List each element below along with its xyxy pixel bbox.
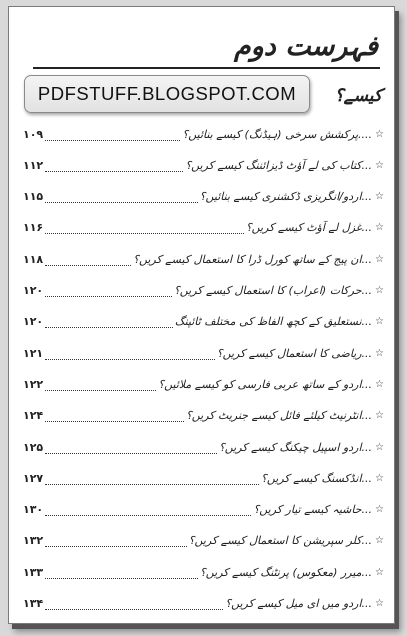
star-icon: ☆ bbox=[375, 128, 384, 140]
star-icon: ☆ bbox=[375, 191, 384, 203]
toc-entry-title: ...کتاب کی لے آؤٹ ڈیزائننگ کیسے کریں؟ bbox=[185, 158, 373, 172]
toc-entry[interactable] bbox=[23, 154, 384, 176]
toc-entry-page-number: ۱۳۳ bbox=[23, 565, 44, 579]
dotted-leader bbox=[45, 159, 183, 172]
toc-entry-page-number: ۱۱۲ bbox=[23, 158, 44, 172]
toc-entry-page-number: ۱۲۴ bbox=[23, 409, 44, 423]
star-icon: ☆ bbox=[375, 285, 384, 296]
dotted-leader bbox=[45, 441, 217, 454]
toc-entry-title: ...حاشیہ کیسے تیار کریں؟ bbox=[253, 503, 373, 517]
dotted-leader bbox=[45, 597, 223, 610]
toc-entry[interactable] bbox=[23, 499, 384, 521]
toc-entry[interactable] bbox=[23, 217, 384, 239]
toc-entry-title: ...غزل لے آؤٹ کیسے کریں؟ bbox=[245, 221, 373, 235]
dotted-leader bbox=[45, 534, 187, 547]
star-icon: ☆ bbox=[375, 441, 384, 453]
page-title: فہرست دوم bbox=[234, 31, 378, 62]
dotted-leader bbox=[45, 472, 259, 485]
star-icon: ☆ bbox=[375, 222, 384, 234]
dotted-leader bbox=[45, 253, 131, 266]
title-underline bbox=[33, 67, 380, 69]
toc-entry-page-number: ۱۲۵ bbox=[23, 440, 44, 454]
toc-entry-title: ...میرر (معکوس) پرنٹنگ کیسے کریں؟ bbox=[199, 565, 373, 579]
toc-entry-title: ...ان پیج کے ساتھ کورل ڈرا کا استعمال کیسے کریں؟ bbox=[133, 252, 373, 266]
toc-entry-title: ...انٹرنیٹ کیلئے فائل کیسے جنریٹ کریں؟ bbox=[185, 409, 373, 423]
dotted-leader bbox=[45, 315, 173, 328]
dotted-leader bbox=[45, 503, 251, 516]
star-icon: ☆ bbox=[375, 253, 384, 265]
toc-entry-page-number: ۱۱۶ bbox=[23, 221, 44, 235]
star-icon: ☆ bbox=[375, 410, 384, 422]
dotted-leader bbox=[45, 347, 215, 360]
toc-entry-title: ...اردو کے ساتھ عربی فارسی کو کیسے ملائیں؟ bbox=[158, 377, 373, 391]
toc-entry-title: ...اردو/انگریزی ڈکشنری کیسے بنائیں؟ bbox=[199, 190, 373, 204]
star-icon: ☆ bbox=[375, 598, 384, 609]
toc-entry[interactable] bbox=[23, 248, 384, 270]
toc-entry[interactable] bbox=[23, 467, 384, 489]
toc-entry-page-number: ۱۳۲ bbox=[23, 534, 44, 548]
toc-entry-page-number: ۱۲۷ bbox=[23, 471, 44, 485]
dotted-leader bbox=[45, 378, 156, 391]
star-icon: ☆ bbox=[375, 566, 384, 578]
toc-entry-page-number: ۱۳۰ bbox=[23, 503, 44, 517]
toc-entry-title: ...ریاضی کا استعمال کیسے کریں؟ bbox=[216, 346, 373, 360]
toc-entry-page-number: ۱۲۰ bbox=[23, 315, 44, 329]
toc-entry-title: ...انڈکسنگ کیسے کریں؟ bbox=[261, 471, 373, 485]
toc-entry[interactable] bbox=[23, 311, 384, 333]
dotted-leader bbox=[45, 221, 244, 234]
toc-entry-title: ...نستعلیق کے کچھ الفاظ کی مختلف ٹائپنگ bbox=[174, 315, 373, 329]
toc-entry-page-number: ۱۲۰ bbox=[23, 284, 44, 297]
star-icon: ☆ bbox=[375, 347, 384, 359]
toc-entry[interactable] bbox=[23, 186, 384, 208]
toc-entry[interactable] bbox=[23, 593, 384, 615]
star-icon: ☆ bbox=[375, 535, 384, 547]
toc-entry-page-number: ۱۲۲ bbox=[23, 377, 44, 391]
dotted-leader bbox=[45, 284, 172, 297]
star-icon: ☆ bbox=[375, 159, 384, 171]
toc-entry-title: ....پرکشش سرخی (ہیڈنگ) کیسے بنائیں؟ bbox=[182, 127, 373, 141]
star-icon: ☆ bbox=[375, 472, 384, 484]
toc-entry-title: ...اردو میں ای میل کیسے کریں؟ bbox=[225, 597, 373, 610]
toc-entry-title: ...اردو اسپیل چیکنگ کیسے کریں؟ bbox=[218, 440, 373, 454]
dotted-leader bbox=[45, 566, 198, 579]
dotted-leader bbox=[45, 128, 180, 141]
toc-entry-page-number: ۱۱۸ bbox=[23, 252, 44, 266]
dotted-leader bbox=[45, 409, 184, 422]
section-heading: کیسے؟ bbox=[334, 86, 382, 106]
toc-entry[interactable] bbox=[23, 436, 384, 458]
dotted-leader bbox=[45, 190, 198, 203]
star-icon: ☆ bbox=[375, 378, 384, 390]
toc-entry-page-number: ۱۱۵ bbox=[23, 190, 44, 204]
toc-entry[interactable] bbox=[23, 280, 384, 302]
document-page bbox=[8, 6, 395, 624]
toc-entry-title: ...حرکات (اعراب) کا استعمال کیسے کریں؟ bbox=[173, 284, 373, 297]
toc-entry[interactable] bbox=[23, 123, 384, 145]
toc-entry-page-number: ۱۲۱ bbox=[23, 346, 44, 360]
toc-entry[interactable] bbox=[23, 342, 384, 364]
toc-entry[interactable] bbox=[23, 561, 384, 583]
toc-entry-page-number: ۱۰۹ bbox=[23, 127, 44, 141]
star-icon: ☆ bbox=[375, 504, 384, 516]
watermark-banner: PDFSTUFF.BLOGSPOT.COM bbox=[24, 75, 310, 113]
star-icon: ☆ bbox=[375, 316, 384, 328]
toc-entry-title: ...کلر سپریشن کا استعمال کیسے کریں؟ bbox=[188, 534, 373, 548]
toc-entry[interactable] bbox=[23, 373, 384, 395]
toc-entry[interactable] bbox=[23, 405, 384, 427]
toc-entry-page-number: ۱۳۴ bbox=[23, 597, 44, 610]
toc-entry[interactable] bbox=[23, 530, 384, 552]
